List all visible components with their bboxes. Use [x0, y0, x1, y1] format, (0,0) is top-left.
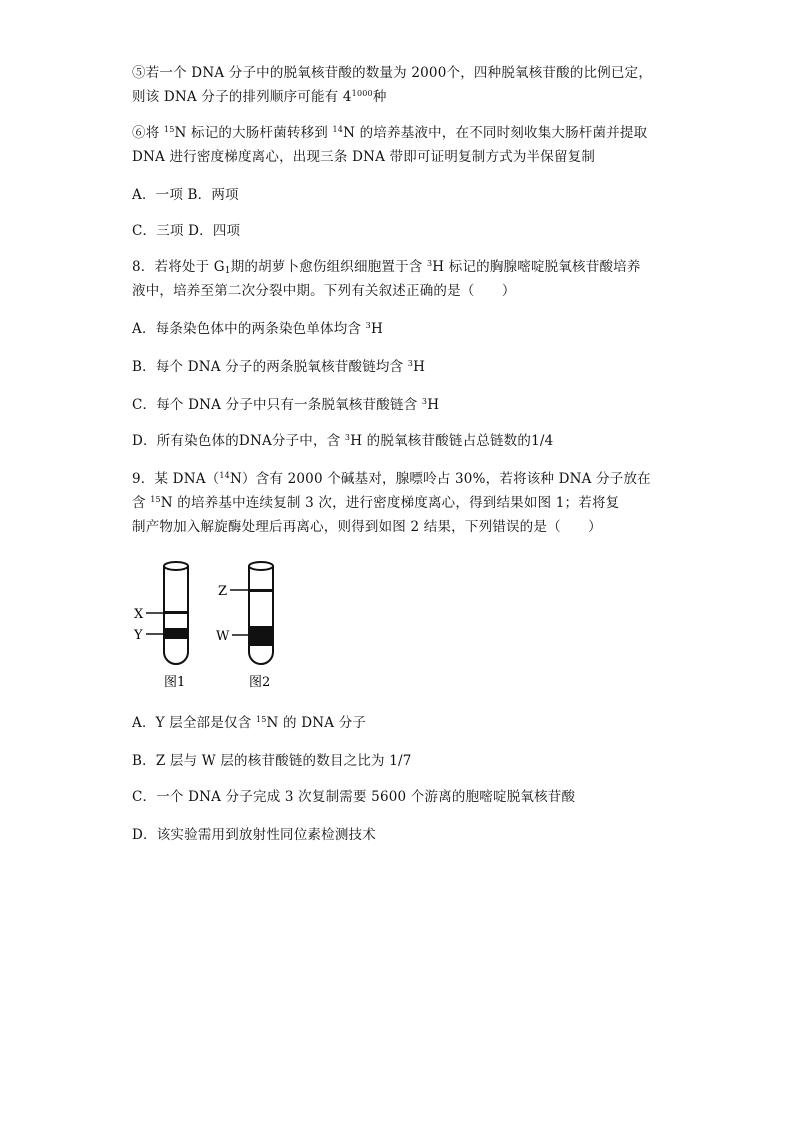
- q8-option-b-isotope: 3: [407, 359, 414, 368]
- q7-item5-text: 则该 DNA 分子的排列顺序可能有 4: [132, 89, 352, 105]
- q7-options-ab: A．一项 B．两项: [132, 187, 239, 203]
- q7-item6-isotope-14: 14: [332, 125, 344, 134]
- q9-stem-text-c: 含: [132, 495, 151, 511]
- q8-option-d: [132, 432, 553, 450]
- label-x: X: [134, 607, 144, 622]
- q9-stem-text-d: N 的培养基中连续复制 3 次，进行密度梯度离心，得到结果如图 1；若将复: [160, 495, 620, 511]
- q8-stem-text-c: H 标记的胸腺嘧啶脱氧核苷酸培养: [432, 259, 641, 275]
- q9-stem-line3: 制产物加入解旋酶处理后再离心，则得到如图 2 结果，下列错误的是（ ）: [132, 519, 602, 535]
- q8-option-b-text: B．每个 DNA 分子的两条脱氧核苷酸链均含: [132, 359, 408, 375]
- label-y: Y: [134, 628, 143, 643]
- q7-item6-line1: [132, 124, 647, 142]
- q7-item6-line2: DNA 进行密度梯度离心，出现三条 DNA 带即可证明复制方式为半保留复制: [132, 149, 596, 165]
- q8-option-c-isotope: 3: [421, 397, 428, 406]
- tube-1-rim: [164, 562, 188, 570]
- q9-stem-isotope-14: 14: [219, 471, 230, 480]
- q9-option-b: B．Z 层与 W 层的核苷酸链的数目之比为 1/7: [132, 753, 412, 769]
- tube-2-band-w: [249, 626, 273, 646]
- tube-2-rim: [249, 562, 273, 570]
- q7-item5-exponent: 1000: [351, 89, 373, 98]
- q8-option-b: [132, 358, 425, 376]
- q8-option-a: [132, 320, 383, 338]
- q7-item5-line1: ⑤若一个 DNA 分子中的脱氧核苷酸的数量为 2000个，四种脱氧核苷酸的比例已定，: [132, 65, 653, 81]
- q8-stem-subscript: 1: [224, 266, 231, 276]
- q8-option-d-text-end: H 的脱氧核苷酸链占总链数的1/4: [350, 433, 554, 449]
- q8-option-c-text: C．每个 DNA 分子中只有一条脱氧核苷酸链含: [132, 397, 422, 413]
- q8-option-b-text-end: H: [413, 359, 426, 375]
- caption-figure-2: 图2: [249, 675, 271, 690]
- q9-stem-text-a: 9．某 DNA（: [132, 471, 220, 487]
- q9-option-d: D．该实验需用到放射性同位素检测技术: [132, 827, 376, 843]
- label-z: Z: [218, 584, 228, 599]
- q9-stem-line2: [132, 494, 619, 512]
- tube-1-band-y: [164, 628, 188, 639]
- q7-item6-text-b: N 标记的大肠杆菌转移到: [174, 125, 333, 141]
- tube-2: [230, 562, 273, 664]
- tube-2-body: [249, 566, 273, 664]
- q9-stem-line1: [132, 470, 651, 488]
- tube-1-band-x: [164, 611, 188, 614]
- q9-option-a-text: A．Y 层全部是仅含: [132, 715, 256, 731]
- q8-option-a-isotope: 3: [365, 321, 371, 330]
- q8-stem-text-b: 期的胡萝卜愈伤组织细胞置于含: [230, 259, 427, 275]
- q9-option-c: C．一个 DNA 分子完成 3 次复制需要 5600 个游离的胞嘧啶脱氧核苷酸: [132, 789, 576, 805]
- q9-option-a-text-end: N 的 DNA 分子: [266, 715, 367, 731]
- centrifuge-tubes-svg: [128, 556, 288, 696]
- centrifuge-figure: [128, 556, 288, 696]
- q7-options-cd: C．三项 D．四项: [132, 223, 241, 239]
- q7-item6-text-a: ⑥将: [132, 125, 164, 141]
- tube-1: [146, 562, 188, 664]
- q8-stem-line2: 液中，培养至第二次分裂中期。下列有关叙述正确的是（ ）: [132, 283, 516, 299]
- caption-figure-1: 图1: [164, 675, 186, 690]
- tube-2-band-z: [249, 589, 273, 592]
- tube-1-body: [164, 566, 188, 664]
- q9-stem-text-b: N）含有 2000 个碱基对，腺嘌呤占 30%，若将该种 DNA 分子放在: [229, 471, 651, 487]
- q9-stem-isotope-15: 15: [150, 495, 161, 504]
- q7-item6-text-c: N 的培养基液中，在不同时刻收集大肠杆菌并提取: [343, 125, 648, 141]
- q8-option-a-text: A．每条染色体中的两条染色单体均含: [132, 321, 366, 337]
- q9-option-a-isotope: 15: [255, 715, 267, 724]
- q7-item6-isotope-15: 15: [163, 125, 175, 134]
- q8-option-a-text-end: H: [370, 321, 383, 337]
- label-w: W: [216, 629, 230, 644]
- q8-option-d-isotope: 3: [344, 433, 351, 442]
- q7-item5-text-end: 种: [372, 89, 387, 105]
- q8-option-c: [132, 396, 439, 414]
- q8-stem-isotope: 3: [427, 259, 433, 268]
- q8-option-c-text-end: H: [427, 397, 440, 413]
- q8-stem-line1: [132, 258, 641, 276]
- q9-option-a: [132, 714, 366, 732]
- q8-stem-text-a: 8．若将处于 G: [132, 259, 225, 275]
- q8-option-d-text: D．所有染色体的DNA分子中，含: [132, 433, 345, 449]
- q7-item5-line2: [132, 88, 387, 106]
